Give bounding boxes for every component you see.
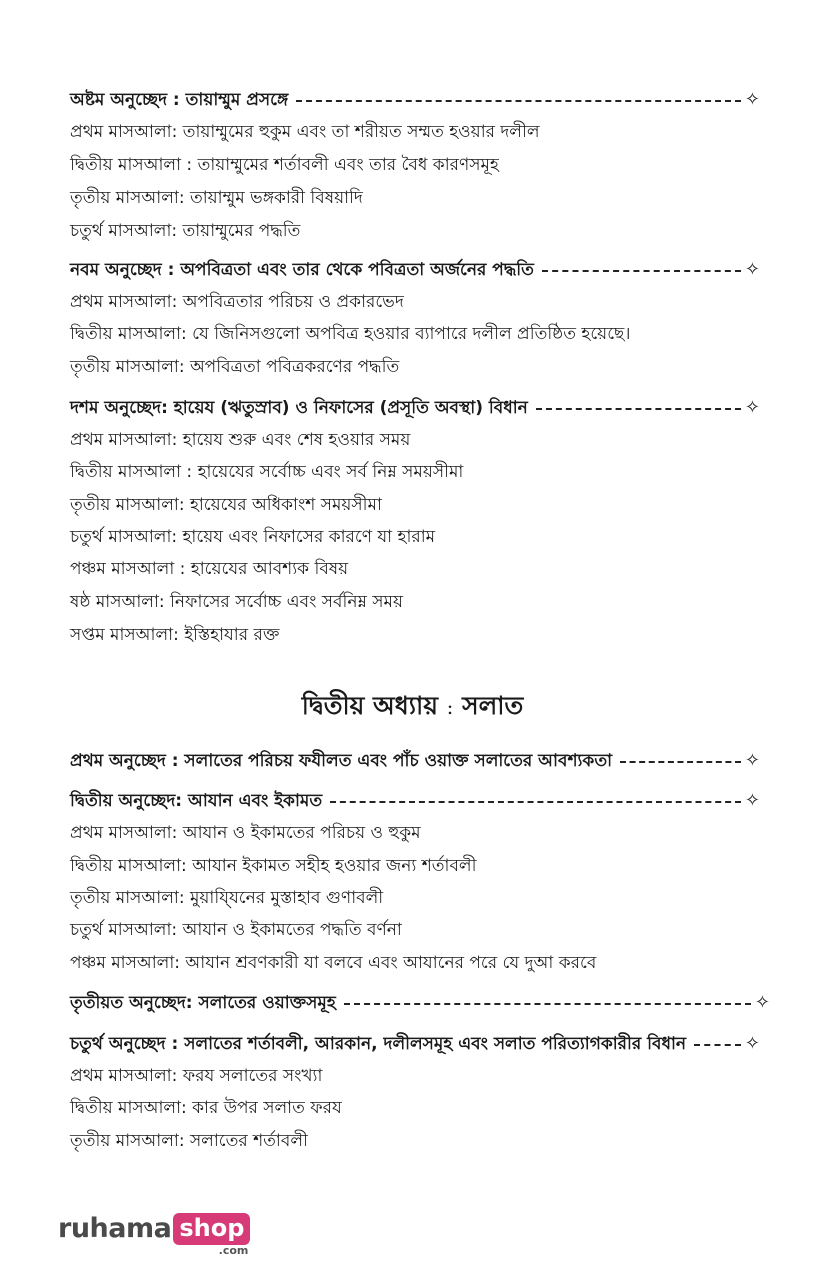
list-item: প্রথম মাসআলা: অপবিত্রতার পরিচয় ও প্রকারভেদ: [70, 292, 404, 312]
list-item: তৃতীয় মাসআলা: হায়েযের অধিকাংশ সময়সীমা: [70, 495, 382, 515]
list-item: তৃতীয় মাসআলা: অপবিত্রতা পবিত্রকরণের পদ্ধতি: [70, 357, 400, 377]
chapter-subject: সলাত: [462, 691, 524, 720]
list-item: সপ্তম মাসআলা: ইস্তিহাযার রক্ত: [70, 625, 280, 645]
list-item: ষষ্ঠ মাসআলা: নিফাসের সর্বোচ্চ এবং সর্বনিম্ন সময়: [70, 592, 403, 612]
section-heading: [70, 750, 760, 772]
dash-leader: [330, 801, 741, 803]
list-item: চতুর্থ মাসআলা: তায়াম্মুমের পদ্ধতি: [70, 221, 301, 241]
section-heading: [70, 1033, 760, 1055]
dash-leader: [344, 1003, 751, 1005]
star-icon: ✧: [744, 1033, 760, 1054]
list-item: প্রথম মাসআলা: হায়েয শুরু এবং শেষ হওয়ার সময়: [70, 430, 411, 450]
list-item: দ্বিতীয় মাসআলা: কার উপর সলাত ফরয: [70, 1098, 342, 1118]
section-title: প্রথম অনুচ্ছেদ : সলাতের পরিচয় ফযীলত এবং পাঁচ ওয়াক্ত সলাতের আবশ্যকতা: [70, 751, 613, 771]
logo-shop-badge: [173, 1213, 250, 1257]
list-item: দ্বিতীয় মাসআলা : হায়েযের সর্বোচ্চ এবং সর্ব নিম্ন সময়সীমা: [70, 462, 464, 482]
list-item: দ্বিতীয় মাসআলা : তায়াম্মুমের শর্তাবলী এবং তার বৈধ কারণসমূহ: [70, 155, 499, 175]
list-item: তৃতীয় মাসআলা: তায়াম্মুম ভঙ্গকারী বিষয়াদি: [70, 188, 363, 208]
star-icon: ✧: [744, 750, 760, 771]
logo-ruhama-text: ruhama: [58, 1213, 172, 1244]
chapter-separator: :: [446, 695, 454, 719]
list-item: প্রথম মাসআলা: ফরয সলাতের সংখ্যা: [70, 1066, 323, 1086]
section-title: অষ্টম অনুচ্ছেদ : তায়াম্মুম প্রসঙ্গে: [70, 90, 289, 110]
list-item: পঞ্চম মাসআলা: আযান শ্রবণকারী যা বলবে এবং আযানের পরে যে দুআ করবে: [70, 953, 597, 973]
section-heading: [70, 992, 770, 1014]
chapter-title: [0, 690, 825, 723]
list-item: চতুর্থ মাসআলা: হায়েয এবং নিফাসের কারণে যা হারাম: [70, 527, 436, 547]
dash-leader: [536, 408, 741, 410]
logo-com-text: .com: [218, 1244, 249, 1257]
section-title: চতুর্থ অনুচ্ছেদ : সলাতের শর্তাবলী, আরকান, দলীলসমূহ এবং সলাত পরিত্যাগকারীর বিধান: [70, 1034, 687, 1054]
list-item: দ্বিতীয় মাসআলা: যে জিনিসগুলো অপবিত্র হওয়ার ব্যাপারে দলীল প্রতিষ্ঠিত হয়েছে।: [70, 324, 631, 344]
section-heading: [70, 397, 760, 419]
section-heading: [70, 89, 760, 111]
list-item: প্রথম মাসআলা: তায়াম্মুমের হুকুম এবং তা শরীয়ত সম্মত হওয়ার দলীল: [70, 122, 540, 142]
dash-leader: [542, 270, 741, 272]
chapter-name: দ্বিতীয় অধ্যায়: [301, 691, 438, 720]
section-title: দশম অনুচ্ছেদ: হায়েয (ঋতুস্রাব) ও নিফাসের (প্রসূতি অবস্থা) বিধান: [70, 398, 528, 418]
ruhamashop-logo: [58, 1213, 250, 1257]
dash-leader: [694, 1044, 741, 1046]
section-title: দ্বিতীয় অনুচ্ছেদ: আযান এবং ইকামত: [70, 791, 323, 811]
star-icon: ✧: [744, 259, 760, 280]
section-heading: [70, 790, 760, 812]
star-icon: ✧: [744, 790, 760, 811]
list-item: তৃতীয় মাসআলা: সলাতের শর্তাবলী: [70, 1131, 308, 1151]
list-item: চতুর্থ মাসআলা: আযান ও ইকামতের পদ্ধতি বর্ণনা: [70, 920, 402, 940]
star-icon: ✧: [754, 992, 770, 1013]
section-title: তৃতীয়ত অনুচ্ছেদ: সলাতের ওয়াক্তসমূহ: [70, 993, 336, 1013]
dash-leader: [620, 761, 741, 763]
list-item: তৃতীয় মাসআলা: মুয়াযি্যনের মুস্তাহাব গুণাবলী: [70, 888, 384, 908]
logo-shop-text: shop: [173, 1213, 250, 1245]
section-title: নবম অনুচ্ছেদ : অপবিত্রতা এবং তার থেকে পবিত্রতা অর্জনের পদ্ধতি: [70, 260, 534, 280]
star-icon: ✧: [744, 89, 760, 110]
list-item: পঞ্চম মাসআলা : হায়েযের আবশ্যক বিষয়: [70, 559, 349, 579]
section-heading: [70, 259, 760, 281]
dash-leader: [296, 100, 741, 102]
list-item: প্রথম মাসআলা: আযান ও ইকামতের পরিচয় ও হুকুম: [70, 823, 421, 843]
list-item: দ্বিতীয় মাসআলা: আযান ইকামত সহীহ হওয়ার জন্য শর্তাবলী: [70, 856, 477, 876]
star-icon: ✧: [744, 397, 760, 418]
